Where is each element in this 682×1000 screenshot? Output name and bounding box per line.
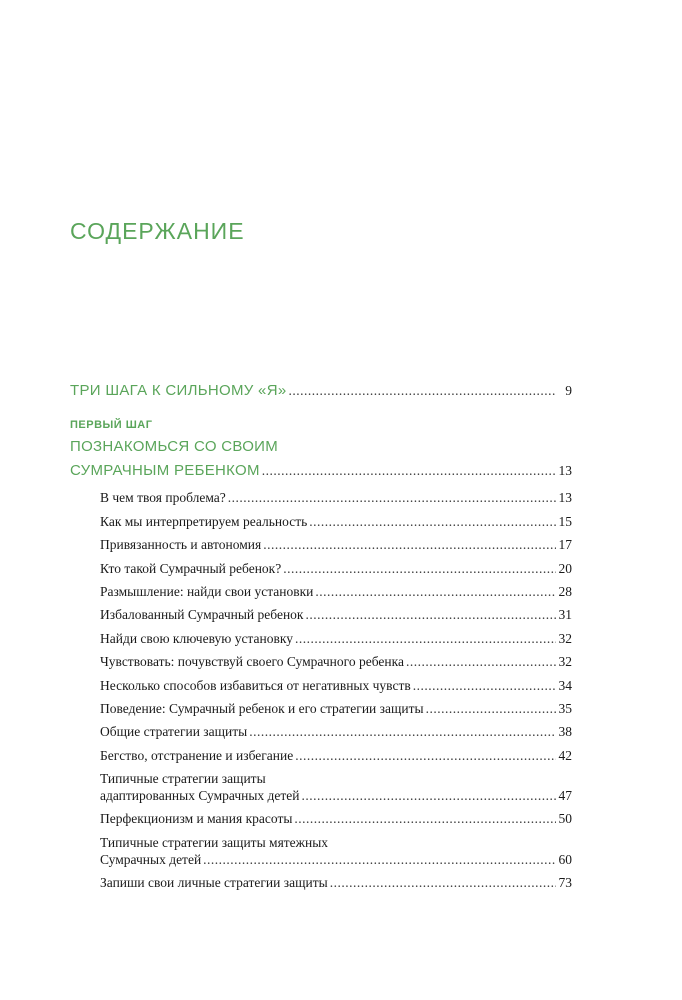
toc-part-entry[interactable] [70,382,572,399]
toc-item[interactable] [100,834,572,868]
toc-item-title: Как мы интерпретируем реальность [100,513,308,529]
dot-leader [406,653,556,670]
toc-item-row [100,677,572,694]
toc-page-number: 73 [558,875,572,891]
toc-item[interactable] [100,810,572,827]
toc-item-row [100,874,572,891]
toc-item-title: Кто такой Сумрачный ребенок? [100,560,282,576]
dot-leader [228,489,556,506]
toc-item-row [100,700,572,717]
toc-item-title: Несколько способов избавиться от негативных чувств [100,677,411,693]
toc-item[interactable] [100,700,572,717]
dot-leader [283,560,556,577]
dot-leader [288,383,556,399]
dot-leader [294,810,556,827]
toc-item-title: Размышление: найди свои установки [100,583,314,599]
toc-item-row [100,787,572,804]
step-kicker: ПЕРВЫЙ ШАГ [70,419,153,431]
toc-page-number: 31 [558,607,572,623]
dot-leader [249,723,556,740]
toc-item[interactable] [100,874,572,891]
toc-item-row [100,810,572,827]
toc-item[interactable] [100,583,572,600]
toc-item-title: адаптированных Сумрачных детей [100,788,300,804]
toc-item-title: Найди свою ключевую установку [100,630,293,646]
toc-page-number: 42 [558,747,572,763]
toc-item-title: Сумрачных детей [100,851,202,867]
toc-item-title: Чувствовать: почувствуй своего Сумрачного ребенка [100,654,404,670]
toc-item-title-line1: Типичные стратегии защиты мятежных [100,834,329,850]
toc-page-number: 15 [558,513,572,529]
toc-item-row [100,747,572,764]
dot-leader [262,459,556,483]
toc-page-number: 28 [558,583,572,599]
toc-item-title: Общие стратегии защиты [100,724,248,740]
toc-item-row [100,606,572,623]
toc-page-number: 13 [558,490,572,506]
toc-page-number: 9 [565,383,572,398]
dot-leader [309,513,556,530]
toc-item-row [100,653,572,670]
toc-item-row [100,583,572,600]
toc-item-title: Привязанность и автономия [100,537,262,553]
page-title: СОДЕРЖАНИЕ [70,218,245,244]
toc-item[interactable] [100,747,572,764]
toc-page-number: 47 [558,788,572,804]
toc-item-title: Избалованный Сумрачный ребенок [100,607,304,623]
toc-item-title: Запиши свои личные стратегии защиты [100,875,328,891]
toc-item-row [100,536,572,553]
toc-page-number: 32 [558,654,572,670]
dot-leader [305,606,556,623]
toc-item[interactable] [100,489,572,506]
toc-item-title-line1: Типичные стратегии защиты [100,771,266,787]
toc-item-row [100,513,572,530]
toc-step-entry[interactable] [70,459,572,483]
toc-part-title: ТРИ ШАГА К СИЛЬНОМУ «Я» [70,382,287,399]
toc-item[interactable] [100,770,572,804]
dot-leader [263,536,556,553]
toc-item[interactable] [100,653,572,670]
dot-leader [203,851,556,868]
table-of-contents [70,382,572,891]
toc-item-row [100,489,572,506]
toc-item-title: Поведение: Сумрачный ребенок и его стратегии защиты [100,700,424,716]
dot-leader [315,583,556,600]
toc-item[interactable] [100,606,572,623]
toc-item-list [100,489,572,891]
toc-item[interactable] [100,536,572,553]
toc-item[interactable] [100,560,572,577]
toc-page-number: 34 [558,677,572,693]
toc-page-number: 17 [558,537,572,553]
toc-item-row [100,630,572,647]
dot-leader [330,874,556,891]
dot-leader [302,787,556,804]
toc-page-number: 60 [558,851,572,867]
toc-item-row [100,851,572,868]
toc-item-title: Перфекционизм и мания красоты [100,811,293,827]
dot-leader [295,630,556,647]
dot-leader [413,677,556,694]
step-title-line2: СУМРАЧНЫМ РЕБЕНКОМ [70,462,260,479]
toc-item[interactable] [100,723,572,740]
toc-item-row [100,560,572,577]
toc-page-number: 32 [558,630,572,646]
toc-page-number: 38 [558,724,572,740]
toc-item-title: Бегство, отстранение и избегание [100,747,294,763]
toc-item[interactable] [100,513,572,530]
dot-leader [295,747,556,764]
toc-item-title: В чем твоя проблема? [100,490,226,506]
toc-page-number: 20 [558,560,572,576]
toc-page-number: 35 [558,700,572,716]
toc-item[interactable] [100,630,572,647]
toc-item-row [100,723,572,740]
toc-item[interactable] [100,677,572,694]
dot-leader [426,700,556,717]
toc-page-number: 13 [558,463,572,478]
toc-page-number: 50 [558,811,572,827]
step-title-line1: ПОЗНАКОМЬСЯ СО СВОИМ [70,438,279,455]
